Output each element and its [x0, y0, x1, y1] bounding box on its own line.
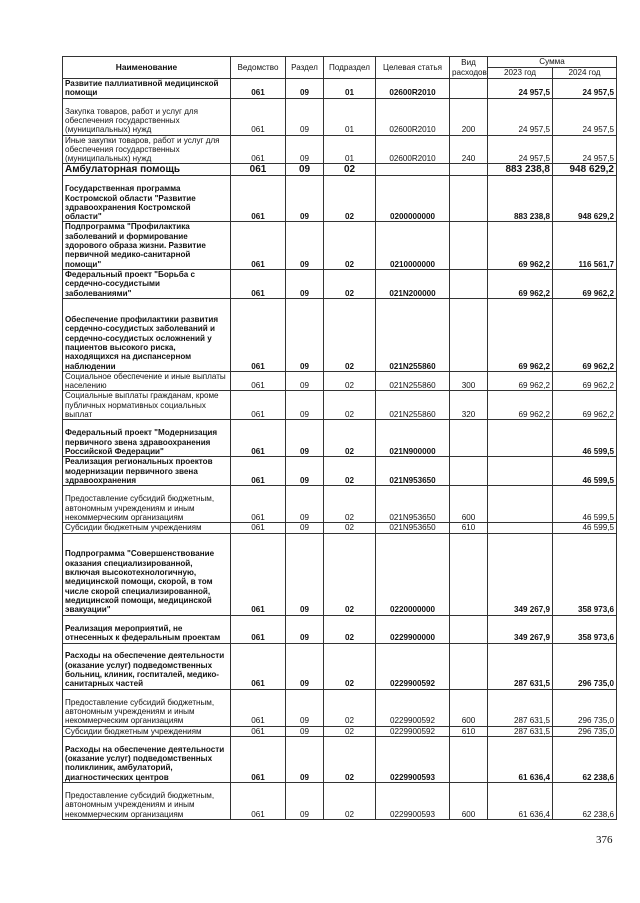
cell-target-article: 0229900593: [376, 782, 450, 819]
cell-target-article: 0229900592: [376, 689, 450, 726]
cell-sum-2024: 46 599,5: [553, 486, 617, 523]
cell-podrazdel: 02: [324, 164, 376, 176]
cell-name: Социальные выплаты гражданам, кроме публичных нормативных социальных выплат: [63, 391, 231, 420]
cell-sum-2024: 296 735,0: [553, 643, 617, 689]
cell-podrazdel: 02: [324, 782, 376, 819]
cell-name: Подпрограмма "Профилактика заболеваний и формирование здорового образа жизни. Развитие первичной медико-санитарной помощи": [63, 222, 231, 269]
cell-sum-2024: 69 962,2: [553, 269, 617, 298]
table-row: [63, 782, 617, 819]
cell-vedomstvo: 061: [231, 269, 286, 298]
cell-target-article: 021N953650: [376, 486, 450, 523]
cell-razdel: 09: [286, 457, 324, 486]
cell-vedomstvo: 061: [231, 222, 286, 269]
table-row: [63, 615, 617, 643]
cell-expense-type: [450, 420, 488, 457]
cell-sum-2023: 287 631,5: [488, 726, 553, 736]
header-sum: Сумма: [488, 57, 617, 68]
cell-expense-type: 610: [450, 523, 488, 533]
cell-vedomstvo: 061: [231, 176, 286, 222]
cell-name: Предоставление субсидий бюджетным, автономным учреждениям и иным некоммерческим организациям: [63, 689, 231, 726]
cell-target-article: 0229900000: [376, 615, 450, 643]
table-row: [63, 533, 617, 615]
cell-expense-type: 610: [450, 726, 488, 736]
table-row: [63, 486, 617, 523]
cell-name: Подпрограмма "Совершенствование оказания специализированной, включая высокотехнологичную, медицинской помощи, скорой, в том числе скорой специализированной, медицинской помощи, медицинской эвакуации": [63, 533, 231, 615]
cell-sum-2024: 358 973,6: [553, 533, 617, 615]
cell-sum-2023: 287 631,5: [488, 689, 553, 726]
cell-target-article: 0229900592: [376, 643, 450, 689]
table-row: [63, 164, 617, 176]
table-row: [63, 298, 617, 371]
budget-document-page: [62, 56, 616, 820]
cell-expense-type: 600: [450, 782, 488, 819]
cell-sum-2024: 46 599,5: [553, 523, 617, 533]
cell-sum-2023: 349 267,9: [488, 615, 553, 643]
cell-sum-2023: 69 962,2: [488, 222, 553, 269]
cell-expense-type: 200: [450, 98, 488, 135]
cell-expense-type: [450, 615, 488, 643]
header-name: Наименование: [63, 57, 231, 79]
cell-podrazdel: 02: [324, 736, 376, 782]
cell-sum-2023: [488, 486, 553, 523]
cell-vedomstvo: 061: [231, 615, 286, 643]
cell-expense-type: [450, 533, 488, 615]
cell-target-article: [376, 164, 450, 176]
cell-expense-type: 600: [450, 486, 488, 523]
cell-expense-type: [450, 222, 488, 269]
cell-sum-2023: 883 238,8: [488, 176, 553, 222]
cell-vedomstvo: 061: [231, 420, 286, 457]
cell-name: Амбулаторная помощь: [63, 164, 231, 176]
table-row: [63, 689, 617, 726]
cell-razdel: 09: [286, 269, 324, 298]
cell-podrazdel: 02: [324, 523, 376, 533]
cell-name: Реализация региональных проектов модернизации первичного звена здравоохранения: [63, 457, 231, 486]
cell-sum-2023: 61 636,4: [488, 782, 553, 819]
cell-name: Расходы на обеспечение деятельности (оказание услуг) подведомственных больниц, клиник, госпиталей, медико-санитарных частей: [63, 643, 231, 689]
cell-vedomstvo: 061: [231, 689, 286, 726]
cell-podrazdel: 02: [324, 457, 376, 486]
header-target-article: Целевая статья: [376, 57, 450, 79]
cell-expense-type: 320: [450, 391, 488, 420]
cell-vedomstvo: 061: [231, 736, 286, 782]
cell-expense-type: [450, 269, 488, 298]
cell-sum-2023: 24 957,5: [488, 79, 553, 99]
cell-target-article: 0229900593: [376, 736, 450, 782]
cell-sum-2023: 61 636,4: [488, 736, 553, 782]
cell-razdel: 09: [286, 391, 324, 420]
cell-razdel: 09: [286, 135, 324, 164]
cell-podrazdel: 02: [324, 222, 376, 269]
cell-name: Реализация мероприятий, не отнесенных к федеральным проектам: [63, 615, 231, 643]
cell-vedomstvo: 061: [231, 782, 286, 819]
cell-sum-2023: 883 238,8: [488, 164, 553, 176]
cell-expense-type: [450, 164, 488, 176]
cell-vedomstvo: 061: [231, 98, 286, 135]
cell-target-article: 021N200000: [376, 269, 450, 298]
table-row: [63, 523, 617, 533]
cell-name: Государственная программа Костромской области "Развитие здравоохранения Костромской области": [63, 176, 231, 222]
table-row: [63, 420, 617, 457]
cell-razdel: 09: [286, 486, 324, 523]
cell-sum-2024: 116 561,7: [553, 222, 617, 269]
cell-vedomstvo: 061: [231, 164, 286, 176]
table-row: [63, 391, 617, 420]
cell-sum-2024: 62 238,6: [553, 736, 617, 782]
cell-razdel: 09: [286, 782, 324, 819]
cell-podrazdel: 02: [324, 371, 376, 391]
cell-razdel: 09: [286, 615, 324, 643]
cell-vedomstvo: 061: [231, 457, 286, 486]
cell-razdel: 09: [286, 164, 324, 176]
cell-name: Развитие паллиативной медицинской помощи: [63, 79, 231, 99]
cell-sum-2024: 69 962,2: [553, 391, 617, 420]
cell-razdel: 09: [286, 420, 324, 457]
table-row: [63, 726, 617, 736]
header-razdel: Раздел: [286, 57, 324, 79]
cell-sum-2023: 69 962,2: [488, 269, 553, 298]
cell-razdel: 09: [286, 371, 324, 391]
cell-sum-2024: 24 957,5: [553, 98, 617, 135]
cell-sum-2024: 46 599,5: [553, 420, 617, 457]
table-header: [63, 57, 617, 79]
cell-sum-2023: [488, 457, 553, 486]
cell-target-article: 02600R2010: [376, 79, 450, 99]
cell-podrazdel: 02: [324, 269, 376, 298]
table-body: [63, 79, 617, 820]
table-row: [63, 176, 617, 222]
cell-sum-2024: 69 962,2: [553, 298, 617, 371]
cell-expense-type: [450, 457, 488, 486]
table-row: [63, 135, 617, 164]
cell-target-article: 021N953650: [376, 523, 450, 533]
cell-expense-type: 600: [450, 689, 488, 726]
cell-razdel: 09: [286, 533, 324, 615]
cell-name: Федеральный проект "Модернизация первичного звена здравоохранения Российской Федерации": [63, 420, 231, 457]
cell-target-article: 021N255860: [376, 371, 450, 391]
cell-name: Федеральный проект "Борьба с сердечно-сосудистыми заболеваниями": [63, 269, 231, 298]
cell-expense-type: 240: [450, 135, 488, 164]
cell-target-article: 0220000000: [376, 533, 450, 615]
table-row: [63, 736, 617, 782]
header-year-2024: 2024 год: [553, 68, 617, 79]
cell-vedomstvo: 061: [231, 371, 286, 391]
cell-vedomstvo: 061: [231, 486, 286, 523]
cell-podrazdel: 02: [324, 533, 376, 615]
cell-podrazdel: 02: [324, 420, 376, 457]
table-row: [63, 222, 617, 269]
cell-expense-type: [450, 643, 488, 689]
cell-sum-2023: 349 267,9: [488, 533, 553, 615]
cell-sum-2024: 69 962,2: [553, 371, 617, 391]
cell-podrazdel: 02: [324, 615, 376, 643]
table-row: [63, 643, 617, 689]
cell-podrazdel: 02: [324, 176, 376, 222]
cell-razdel: 09: [286, 79, 324, 99]
cell-sum-2024: 24 957,5: [553, 135, 617, 164]
cell-target-article: 021N255860: [376, 391, 450, 420]
table-row: [63, 457, 617, 486]
cell-sum-2024: 296 735,0: [553, 726, 617, 736]
cell-name: Закупка товаров, работ и услуг для обеспечения государственных (муниципальных) нужд: [63, 98, 231, 135]
cell-target-article: 021N255860: [376, 298, 450, 371]
cell-razdel: 09: [286, 689, 324, 726]
cell-sum-2023: 287 631,5: [488, 643, 553, 689]
cell-sum-2023: 24 957,5: [488, 98, 553, 135]
cell-sum-2024: 24 957,5: [553, 79, 617, 99]
header-expense-type: Вид расходов: [450, 57, 488, 79]
cell-razdel: 09: [286, 298, 324, 371]
cell-expense-type: [450, 79, 488, 99]
cell-target-article: 0210000000: [376, 222, 450, 269]
cell-name: Иные закупки товаров, работ и услуг для обеспечения государственных (муниципальных) нужд: [63, 135, 231, 164]
cell-target-article: 02600R2010: [376, 98, 450, 135]
table-row: [63, 371, 617, 391]
cell-vedomstvo: 061: [231, 533, 286, 615]
cell-name: Обеспечение профилактики развития сердечно-сосудистых заболеваний и сердечно-сосудистых осложнений у пациентов высокого риска, находящихся на диспансерном наблюдении: [63, 298, 231, 371]
cell-razdel: 09: [286, 222, 324, 269]
cell-expense-type: 300: [450, 371, 488, 391]
cell-razdel: 09: [286, 643, 324, 689]
header-year-2023: 2023 год: [488, 68, 553, 79]
page-number: 376: [596, 834, 613, 846]
cell-vedomstvo: 061: [231, 298, 286, 371]
cell-sum-2024: 46 599,5: [553, 457, 617, 486]
cell-razdel: 09: [286, 726, 324, 736]
cell-sum-2023: [488, 420, 553, 457]
cell-sum-2024: 62 238,6: [553, 782, 617, 819]
cell-podrazdel: 01: [324, 135, 376, 164]
cell-sum-2024: 358 973,6: [553, 615, 617, 643]
cell-sum-2023: 24 957,5: [488, 135, 553, 164]
cell-sum-2024: 948 629,2: [553, 176, 617, 222]
cell-target-article: 02600R2010: [376, 135, 450, 164]
cell-name: Предоставление субсидий бюджетным, автономным учреждениям и иным некоммерческим организациям: [63, 486, 231, 523]
cell-sum-2023: [488, 523, 553, 533]
cell-name: Расходы на обеспечение деятельности (оказание услуг) подведомственных поликлиник, амбулаторий, диагностических центров: [63, 736, 231, 782]
budget-table: [62, 56, 617, 820]
cell-sum-2024: 948 629,2: [553, 164, 617, 176]
cell-vedomstvo: 061: [231, 135, 286, 164]
cell-razdel: 09: [286, 523, 324, 533]
header-podrazdel: Подраздел: [324, 57, 376, 79]
cell-vedomstvo: 061: [231, 523, 286, 533]
cell-vedomstvo: 061: [231, 643, 286, 689]
cell-razdel: 09: [286, 176, 324, 222]
cell-podrazdel: 02: [324, 643, 376, 689]
cell-target-article: 0200000000: [376, 176, 450, 222]
cell-expense-type: [450, 736, 488, 782]
table-row: [63, 269, 617, 298]
cell-sum-2023: 69 962,2: [488, 371, 553, 391]
cell-name: Предоставление субсидий бюджетным, автономным учреждениям и иным некоммерческим организациям: [63, 782, 231, 819]
cell-name: Субсидии бюджетным учреждениям: [63, 523, 231, 533]
cell-razdel: 09: [286, 736, 324, 782]
cell-expense-type: [450, 298, 488, 371]
cell-target-article: 021N953650: [376, 457, 450, 486]
cell-podrazdel: 01: [324, 79, 376, 99]
cell-name: Социальное обеспечение и иные выплаты населению: [63, 371, 231, 391]
cell-podrazdel: 02: [324, 689, 376, 726]
cell-podrazdel: 02: [324, 486, 376, 523]
cell-sum-2024: 296 735,0: [553, 689, 617, 726]
cell-podrazdel: 01: [324, 98, 376, 135]
cell-razdel: 09: [286, 98, 324, 135]
cell-sum-2023: 69 962,2: [488, 391, 553, 420]
cell-vedomstvo: 061: [231, 726, 286, 736]
cell-podrazdel: 02: [324, 726, 376, 736]
cell-podrazdel: 02: [324, 391, 376, 420]
cell-podrazdel: 02: [324, 298, 376, 371]
table-row: [63, 79, 617, 99]
cell-target-article: 021N900000: [376, 420, 450, 457]
cell-expense-type: [450, 176, 488, 222]
table-row: [63, 98, 617, 135]
header-vedomstvo: Ведомство: [231, 57, 286, 79]
cell-name: Субсидии бюджетным учреждениям: [63, 726, 231, 736]
cell-vedomstvo: 061: [231, 391, 286, 420]
cell-sum-2023: 69 962,2: [488, 298, 553, 371]
cell-vedomstvo: 061: [231, 79, 286, 99]
cell-target-article: 0229900592: [376, 726, 450, 736]
